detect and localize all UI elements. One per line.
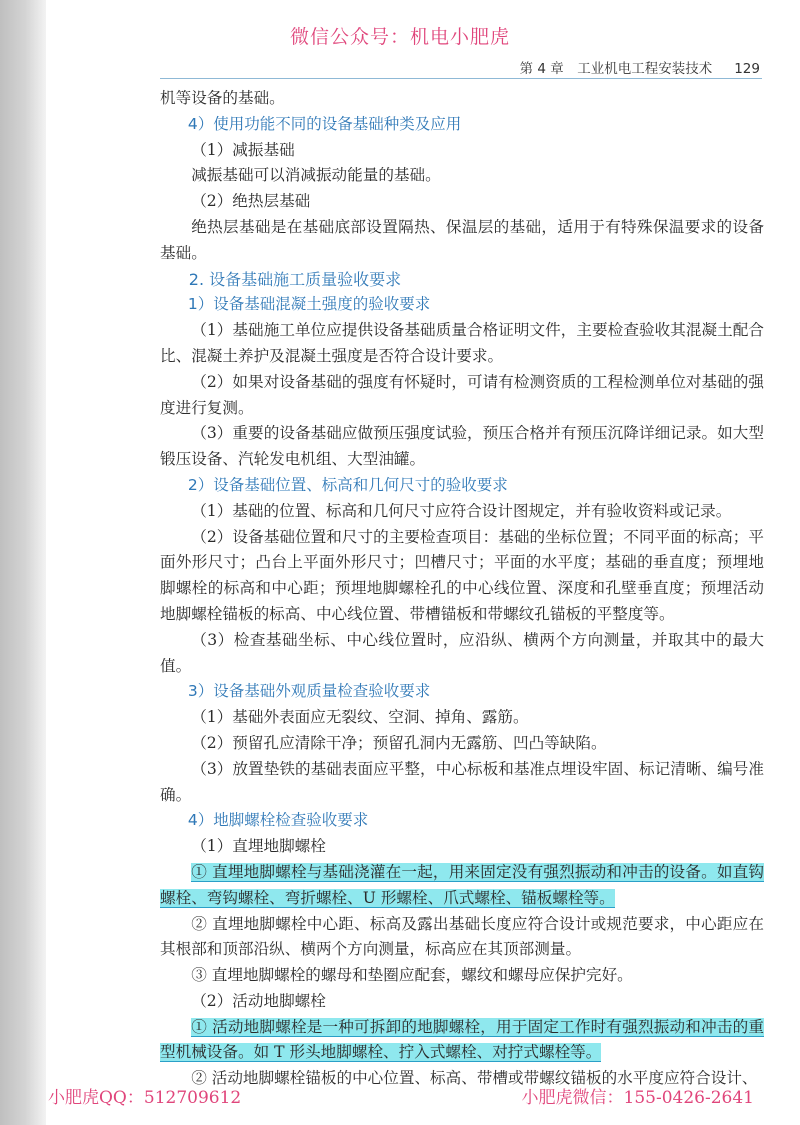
item-heading: （1）减振基础: [191, 140, 295, 159]
section-heading: 2. 设备基础施工质量验收要求: [188, 269, 402, 289]
running-header: [520, 57, 760, 77]
page-body: [160, 86, 764, 1092]
header-rule: [160, 78, 762, 79]
page-edge-shadow: [0, 0, 46, 1125]
paragraph: 减振基础可以消减振动能量的基础。: [191, 166, 441, 185]
paragraph: ② 活动地脚螺栓锚板的中心位置、标高、带槽或带螺纹锚板的水平度应符合设计、: [191, 1069, 758, 1088]
paragraph: 绝热层基础是在基础底部设置隔热、保温层的基础，适用于有特殊保温要求的设备基础。: [160, 217, 764, 262]
subsection-heading: 2）设备基础位置、标高和几何尺寸的验收要求: [187, 475, 508, 494]
paragraph: （2）如果对设备基础的强度有怀疑时，可请有检测资质的工程检测单位对基础的强度进行复测。: [160, 372, 764, 417]
subsection-heading: 4）使用功能不同的设备基础种类及应用: [187, 114, 462, 133]
paragraph: （1）基础施工单位应提供设备基础质量合格证明文件，主要检查验收其混凝土配合比、混凝土养护及混凝土强度是否符合设计要求。: [160, 321, 764, 365]
paragraph: ③ 直埋地脚螺栓的螺母和垫圈应配套，螺纹和螺母应保护完好。: [191, 966, 633, 985]
highlight-span: ① 活动地脚螺栓是一种可拆卸的地脚螺栓，用于固定工作时有强烈振动和冲击的重型机械设备。如 T 形头地脚螺栓、拧入式螺栓、对拧式螺栓等。: [160, 1017, 764, 1062]
subsection-heading: 3）设备基础外观质量检查验收要求: [187, 682, 431, 701]
item-heading: （2）绝热层基础: [191, 192, 311, 211]
paragraph: （3）重要的设备基础应做预压强度试验，预压合格并有预压沉降详细记录。如大型锻压设备、汽轮发电机组、大型油罐。: [160, 424, 764, 469]
item-heading: （1）直埋地脚螺栓: [191, 837, 326, 856]
highlighted-paragraph: [160, 1015, 764, 1067]
watermark-qq: 小肥虎QQ：512709612: [48, 1088, 242, 1108]
paragraph: ② 直埋地脚螺栓中心距、标高及露出基础长度应符合设计或规范要求，中心距应在其根部和顶部沿纵、横两个方向测量，标高应在其顶部测量。: [160, 914, 764, 959]
paragraph: （2）设备基础位置和尺寸的主要检查项目：基础的坐标位置；不同平面的标高；平面外形尺寸；凸台上平面外形尺寸；凹槽尺寸；平面的水平度；基础的垂直度；预埋地脚螺栓的标高和中心距；预埋地脚螺栓孔的中心线位置、深度和孔壁垂直度；预埋活动地脚螺栓锚板的标高、中心线位置、带槽锚板和带螺纹孔锚板的平整度等。: [160, 527, 764, 623]
highlight-span: ① 直埋地脚螺栓与基础浇灌在一起，用来固定没有强烈振动和冲击的设备。如直钩螺栓、弯钩螺栓、弯折螺栓、U 形螺栓、爪式螺栓、锚板螺栓等。: [160, 862, 764, 907]
paragraph: 机等设备的基础。: [160, 89, 285, 107]
paragraph: （2）预留孔应清除干净；预留孔洞内无露筋、凹凸等缺陷。: [191, 733, 607, 752]
chapter-title: 第 4 章 工业机电工程安装技术: [519, 61, 713, 77]
highlighted-paragraph: [160, 860, 764, 912]
subsection-heading: 1）设备基础混凝土强度的验收要求: [187, 295, 431, 314]
watermark-top: 微信公众号：机电小肥虎: [289, 26, 510, 48]
paragraph: （3）放置垫铁的基础表面应平整，中心标板和基准点埋设牢固、标记清晰、编号准确。: [160, 759, 764, 804]
watermark-wechat: 小肥虎微信：155-0426-2641: [521, 1088, 754, 1108]
paragraph: （1）基础的位置、标高和几何尺寸应符合设计图规定，并有验收资料或记录。: [191, 501, 732, 520]
page-number: 129: [734, 61, 760, 77]
item-heading: （2）活动地脚螺栓: [191, 991, 326, 1010]
subsection-heading: 4）地脚螺栓检查验收要求: [187, 811, 369, 830]
paragraph: （3）检查基础坐标、中心线位置时，应沿纵、横两个方向测量，并取其中的最大值。: [160, 630, 764, 675]
paragraph: （1）基础外表面应无裂纹、空洞、掉角、露筋。: [191, 708, 529, 727]
